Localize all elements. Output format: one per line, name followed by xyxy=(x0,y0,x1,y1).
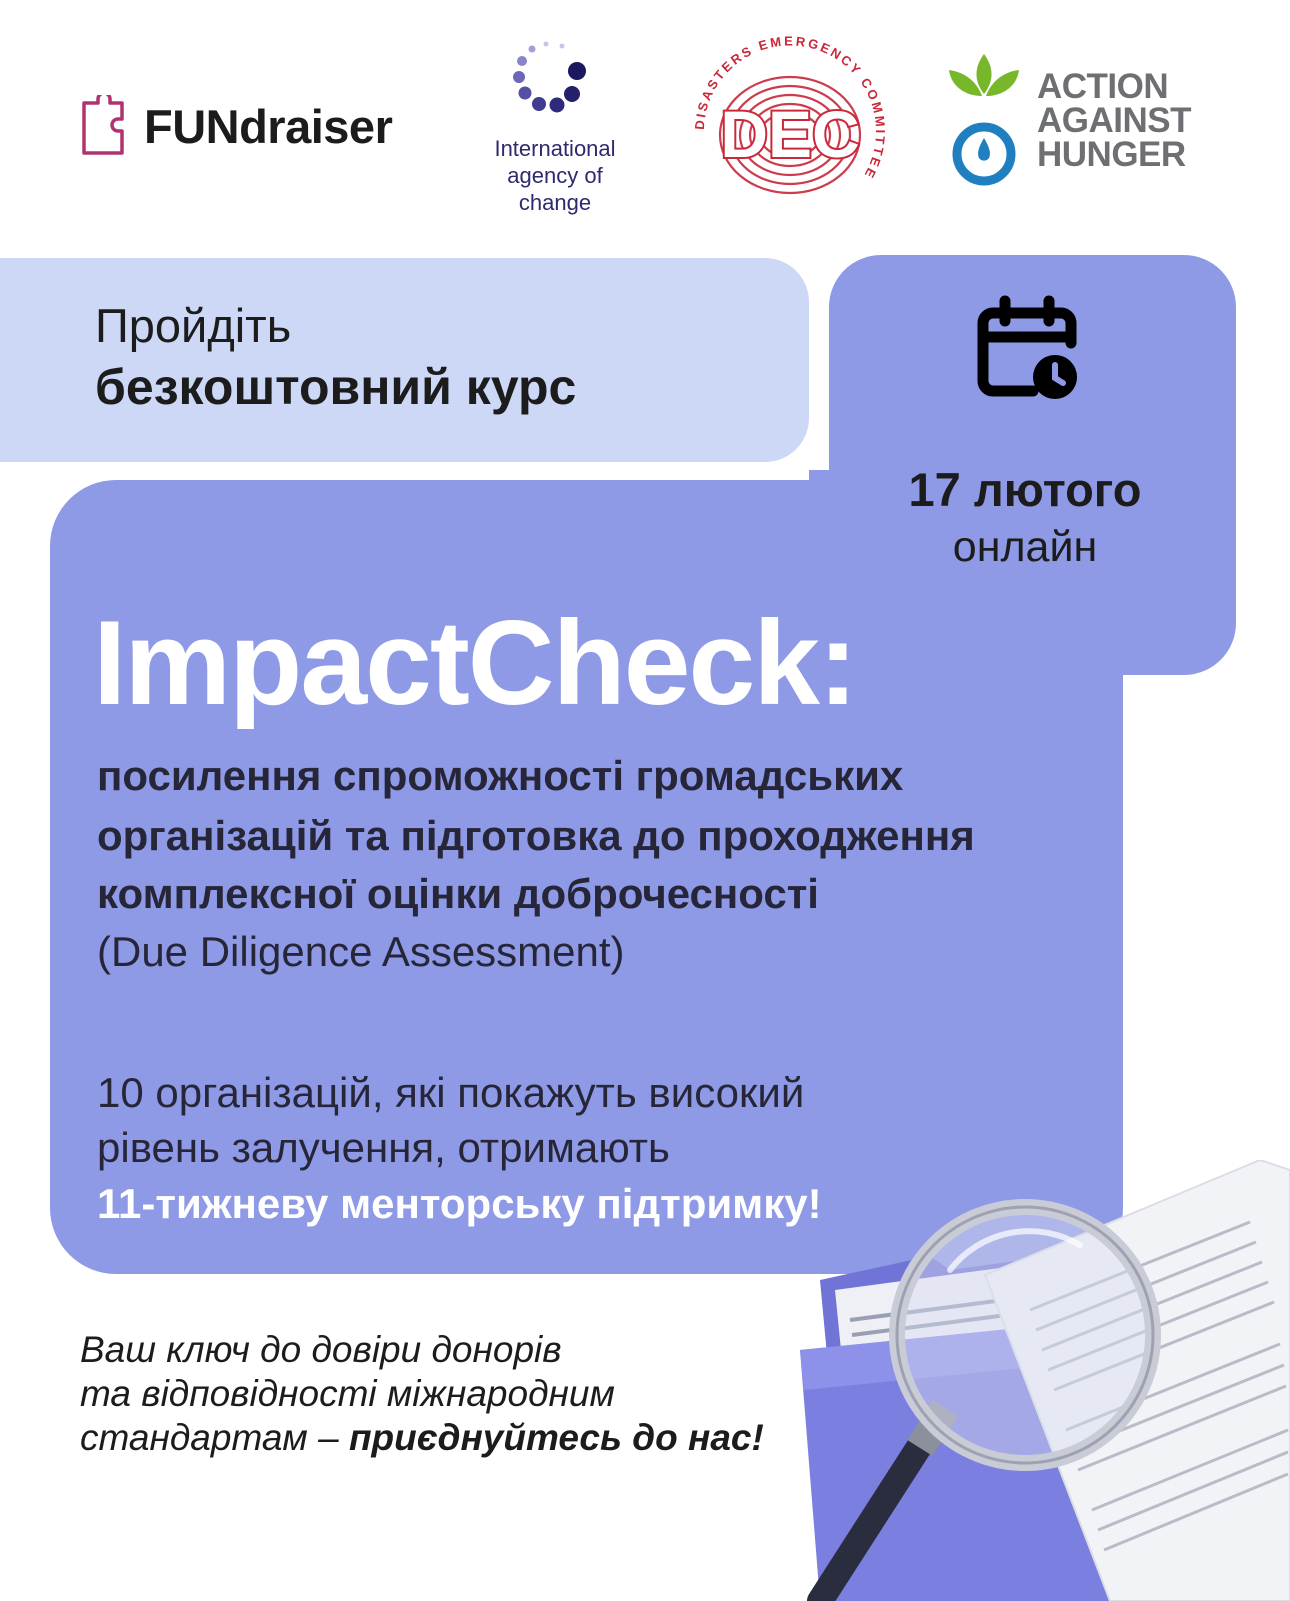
fundraiser-wordmark: FUNdraiser xyxy=(144,99,393,153)
calendar-clock-icon xyxy=(975,295,1085,410)
offer-line-2: рівень залучення, отримають xyxy=(97,1124,670,1171)
footer-line-3 xyxy=(80,1416,764,1460)
dots-ring-icon xyxy=(470,38,640,130)
aah-line-3: HUNGER xyxy=(1037,135,1186,174)
iac-line-2: agency of xyxy=(507,163,603,188)
action-against-hunger-logo xyxy=(945,50,1191,192)
folder-magnifier-illustration xyxy=(780,1160,1290,1601)
offer-line-3: 11-тижневу менторську підтримку! xyxy=(97,1180,822,1227)
intro-line-1: Пройдіть xyxy=(95,299,292,352)
course-subtitle-line-4: (Due Diligence Assessment) xyxy=(97,928,625,975)
event-date: 17 лютого xyxy=(908,463,1142,516)
footer-line-1: Ваш ключ до довіри донорів xyxy=(80,1329,562,1370)
footer-line-3-regular: стандартам – xyxy=(80,1417,349,1458)
course-title: ImpactCheck: xyxy=(93,596,856,730)
iac-line-3: change xyxy=(518,190,592,215)
puzzle-icon xyxy=(80,95,126,157)
leaf-drop-icon xyxy=(945,50,1023,192)
dec-ring-text: DISASTERS EMERGENCY COMMITTEE xyxy=(691,35,889,183)
footer-call-to-action: приєднуйтесь до нас! xyxy=(348,1417,764,1458)
iac-line-1: International xyxy=(494,136,616,161)
offer-line-1: 10 організацій, які покажуть високий xyxy=(97,1069,805,1116)
international-agency-of-change-logo xyxy=(470,38,640,216)
aah-line-1: ACTION xyxy=(1037,67,1169,106)
footer-line-2: та відповідності міжнародним xyxy=(80,1373,615,1414)
intro-line-2: безкоштовний курс xyxy=(95,359,577,415)
course-subtitle-line-1: посилення спроможності громадських xyxy=(97,752,904,799)
dec-logo xyxy=(690,35,890,225)
event-format: онлайн xyxy=(952,523,1098,571)
course-subtitle-line-2: організацій та підготовка до проходження xyxy=(97,812,975,859)
fundraiser-logo xyxy=(80,95,392,157)
aah-line-2: AGAINST xyxy=(1037,101,1191,140)
course-subtitle-line-3: комплексної оцінки доброчесності xyxy=(97,870,819,917)
dec-letters: DEC xyxy=(720,97,860,171)
